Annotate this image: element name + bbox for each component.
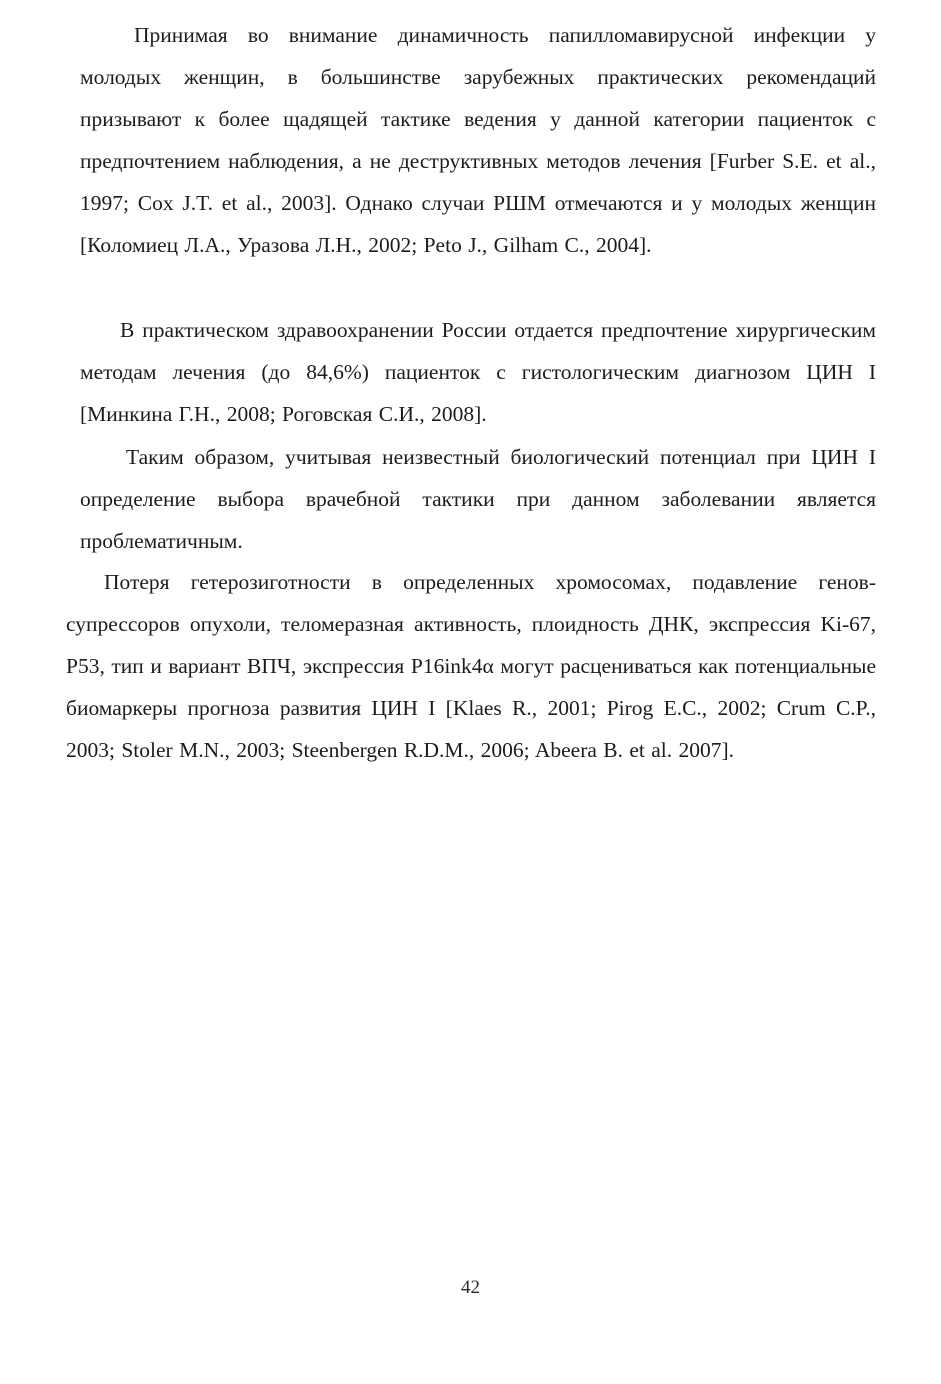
paragraph-russia-surgical-methods: В практическом здравоохранении России отдается предпочтение хирургическим методам лечения (до 84,6%) пациенток с гистологическим диагнозом ЦИН I [Минкина Г.Н., 2008; Роговская С.И., 2008]. [80,318,876,426]
paragraph-biomarkers: Потеря гетерозиготности в определенных хромосомах, подавление генов-супрессоров опухоли, теломеразная активность, плоидность ДНК, экспрессия Ki-67, P53, тип и вариант ВПЧ, экспрессия P16ink4α могут расцениваться как потенциальные биомаркеры прогноза развития ЦИН I [Klaes R., 2001; Pirog E.C., 2002; Crum C.P., 2003; Stoler M.N., 2003; Steenbergen R.D.M., 2006; Abeera B. et al. 2007]. [66,570,876,762]
paragraph-papillomavirus-tactics: Принимая во внимание динамичность папилломавирусной инфекции у молодых женщин, в большинстве зарубежных практических рекомендаций призывают к более щадящей тактике ведения у данной категории пациенток с предпочтением наблюдения, а не деструктивных методов лечения [Furber S.E. et al., 1997; Cox J.T. et al., 2003]. Однако случаи РШМ отмечаются и у молодых женщин [Коломиец Л.А., Уразова Л.Н., 2002; Peto J., Gilham C., 2004]. [80,23,876,257]
page-number: 42 [461,1277,480,1298]
paragraph-conclusion-cin1: Таким образом, учитывая неизвестный биологический потенциал при ЦИН I определение выбора врачебной тактики при данном заболевании является проблематичным. [80,445,876,553]
